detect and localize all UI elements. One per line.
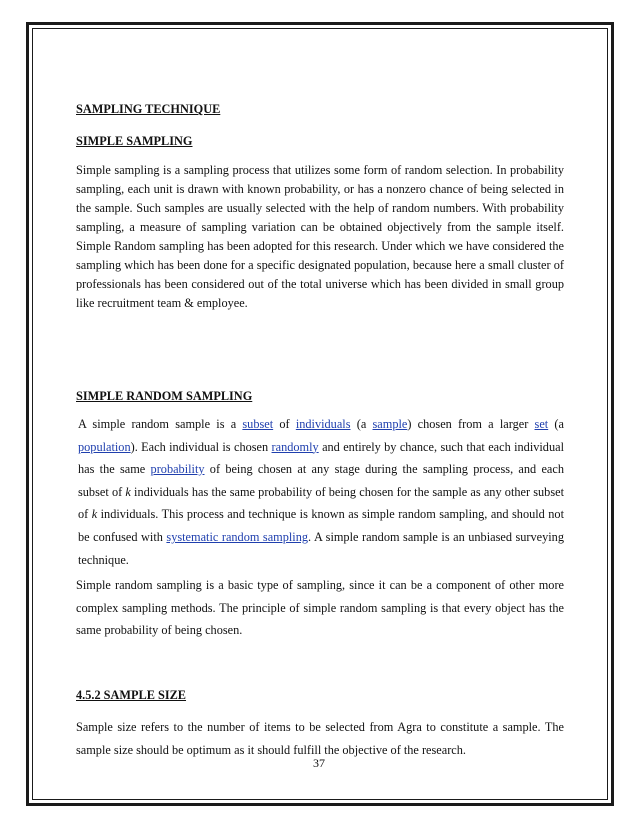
srs-text-8: of being chosen at any stage during the sampling process, and each subset of (78, 462, 564, 499)
paragraph-simple-sampling: Simple sampling is a sampling process that utilizes some form of random selection. In probability sampling, each unit is drawn with known probability, or has a nonzero chance of being selected in the sample. Such samples are usually selected with the help of random numbers. With probability sampling, a measure of sampling variation can be obtained objectively from the sample itself. Simple Random sampling has been adopted for this research. Under which we have considered the sampling which has been done for a specific designated population, because here a small cluster of professionals has been considered out of the total universe which has been divided in small group like recruitment team & employee. (76, 163, 564, 310)
srs-text-5: (a (548, 417, 564, 431)
link-set[interactable]: set (534, 417, 549, 431)
srs-text-1: A simple random sample is a (78, 417, 243, 431)
srs-text-3: (a (350, 417, 373, 431)
heading-sampling-technique: SAMPLING TECHNIQUE (76, 102, 221, 116)
srs-text-7: and entirely by chance, such that each individual has the same (78, 439, 564, 477)
paragraph-basic-type: Simple random sampling is a basic type of sampling, since it can be a component of other more complex sampling methods. The principle of simple random sampling is that every object has the same probability of being chosen. (76, 578, 564, 638)
heading-simple-random-sampling: SIMPLE RANDOM SAMPLING (76, 389, 253, 403)
page-number: 37 (313, 756, 325, 770)
link-subset[interactable]: subset (242, 417, 274, 431)
variable-k-1: k (125, 484, 131, 499)
link-individuals[interactable]: individuals (295, 417, 351, 431)
srs-text-6: ). Each individual is chosen (130, 439, 272, 454)
srs-text-11: . A simple random sample is an unbiased surveying technique. (78, 529, 564, 567)
heading-simple-sampling: SIMPLE SAMPLING (76, 134, 193, 148)
paragraph-sample-size: Sample size refers to the number of items to be selected from Agra to constitute a sample. The sample size should be optimum as it should fulfill the objective of the research. (76, 719, 564, 757)
link-sample[interactable]: sample (372, 417, 408, 431)
variable-k-2: k (91, 507, 98, 522)
srs-text-2: of (273, 417, 296, 431)
srs-text-4: ) chosen from a larger (407, 417, 535, 431)
link-systematic-random-sampling[interactable]: systematic random sampling (166, 529, 309, 544)
heading-sample-size: 4.5.2 SAMPLE SIZE (76, 687, 187, 702)
link-probability[interactable]: probability (150, 462, 205, 477)
link-population[interactable]: population (78, 439, 131, 454)
link-randomly[interactable]: randomly (271, 439, 319, 454)
paragraph-simple-random-sample (76, 413, 564, 571)
srs-text-10: individuals. This process and technique is known as simple random sampling, and should not be confused with (78, 507, 564, 544)
srs-text-9: individuals has the same probability of being chosen for the sample as any other subset of (78, 484, 564, 522)
document-body (76, 102, 564, 761)
